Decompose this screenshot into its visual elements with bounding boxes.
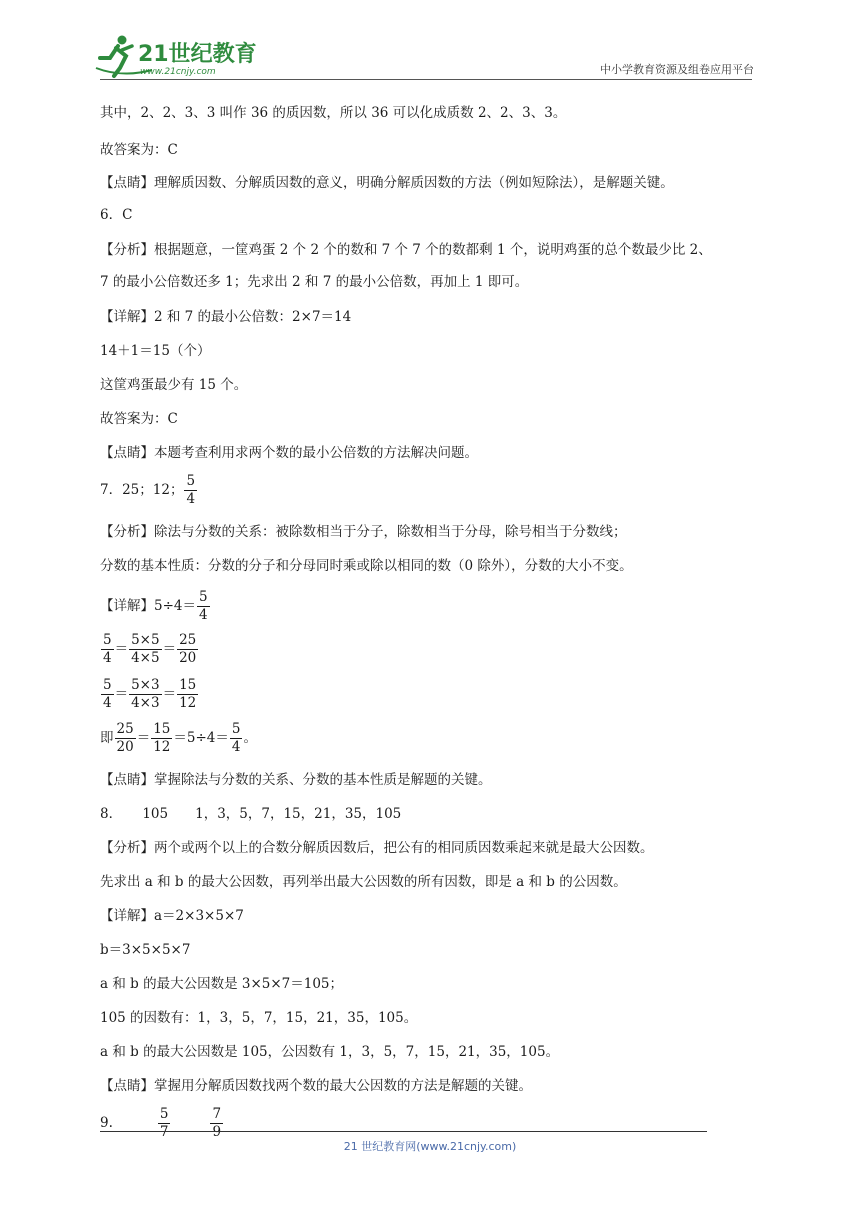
numerator: 7 [212,1106,222,1122]
denominator: 20 [179,650,197,666]
equation-text: 。 [243,730,257,746]
numerator: 25 [179,632,197,648]
text-line: 【分析】根据题意，一筐鸡蛋 2 个 2 个的数和 7 个 7 个的数都剩 1 个，说明鸡蛋的总个数最少比 2、 [100,242,712,258]
equals-sign: ＝ [162,686,177,702]
equals-sign: ＝ [114,641,129,657]
text-line: 其中，2、2、3、3 叫作 36 的质因数，所以 36 可以化成质数 2、2、3、3。 [100,105,567,121]
fraction [184,473,197,508]
equation-line [100,677,199,712]
question-7-answer [100,473,198,508]
answer-prefix: 9. [100,1115,113,1131]
equation-line [100,632,199,667]
denominator: 4×5 [131,650,160,666]
site-logo [92,34,262,80]
text-line: 分数的基本性质：分数的分子和分母同时乘或除以相同的数（0 除外），分数的大小不变。 [100,558,633,574]
equals-sign: ＝ [114,686,129,702]
text-line: 【点睛】理解质因数、分解质因数的意义，明确分解质因数的方法（例如短除法），是解题关键。 [100,175,674,191]
equals-sign: ＝ [162,641,177,657]
denominator: 9 [212,1124,222,1140]
fraction [151,721,172,756]
denominator: 20 [116,739,134,755]
fraction [197,589,210,624]
denominator: 12 [179,695,197,711]
text-line: 【点睛】本题考查利用求两个数的最小公倍数的方法解决问题。 [100,445,478,461]
numerator: 5 [159,1106,169,1122]
text-line: 【详解】a＝2×3×5×7 [100,908,244,924]
text-line: 【点睛】掌握除法与分数的关系、分数的基本性质是解题的关键。 [100,772,492,788]
fraction [101,632,114,667]
question-9-answer [100,1106,224,1141]
equals-sign: ＝ [136,730,151,746]
equation-text: 即 [100,730,114,746]
numerator: 15 [153,721,171,737]
footer-link[interactable]: 21 世纪教育网(www.21cnjy.com) [343,1140,517,1153]
text-line: 故答案为：C [100,142,178,158]
text-line: 这筐鸡蛋最少有 15 个。 [100,377,248,393]
numerator: 15 [179,677,197,693]
numerator: 5 [103,677,112,693]
denominator: 4 [186,491,196,507]
equation-line [100,721,257,756]
numerator: 25 [116,721,134,737]
fraction [158,1106,171,1141]
fraction [129,677,162,712]
denominator: 4 [103,650,112,666]
denominator: 4 [103,695,112,711]
fraction [115,721,136,756]
fraction [129,632,162,667]
text-line: a 和 b 的最大公因数是 3×5×7＝105； [100,976,344,992]
text-line: 7 的最小公倍数还多 1；先求出 2 和 7 的最小公倍数，再加上 1 即可。 [100,274,529,290]
numerator: 5 [186,473,196,489]
text-line: 14＋1＝15（个） [100,343,211,359]
text-line: 【分析】除法与分数的关系：被除数相当于分子，除数相当于分母，除号相当于分数线； [100,524,627,540]
text-line: 105 的因数有：1，3，5，7，15，21，35，105。 [100,1010,418,1026]
equation-text: 【详解】5÷4＝ [100,598,196,614]
question-8-answer: 8． 105 1，3，5，7，15，21，35，105 [100,806,402,822]
fraction [210,1106,223,1141]
fraction [230,721,243,756]
header-divider [100,79,752,80]
footer-divider [100,1131,707,1132]
numerator: 5 [103,632,112,648]
text-line: 【点睛】掌握用分解质因数找两个数的最大公因数的方法是解题的关键。 [100,1078,532,1094]
denominator: 7 [159,1124,169,1140]
numerator: 5×3 [131,677,160,693]
header-platform-text: 中小学教育资源及组卷应用平台 [600,63,754,76]
text-line: 先求出 a 和 b 的最大公因数，再列举出最大公因数的所有因数，即是 a 和 b 的公因数。 [100,874,627,890]
text-line: 【详解】2 和 7 的最小公倍数：2×7＝14 [100,309,352,325]
denominator: 4 [231,739,241,755]
question-6-answer: 6．C [100,207,133,223]
text-line: 故答案为：C [100,411,178,427]
logo-text: 21世纪教育 [138,42,257,67]
numerator: 5×5 [131,632,160,648]
answer-prefix: 7．25；12； [100,482,184,498]
equation-text: ＝5÷4＝ [173,730,229,746]
text-line: b＝3×5×5×7 [100,942,191,958]
logo-url-text: www.21cnjy.com [140,67,216,77]
fraction [177,677,198,712]
denominator: 4 [199,607,208,623]
numerator: 5 [231,721,241,737]
numerator: 5 [199,589,208,605]
fraction [177,632,198,667]
equation-line [100,589,211,624]
text-line: 【分析】两个或两个以上的合数分解质因数后，把公有的相同质因数乘起来就是最大公因数。 [100,840,654,856]
fraction [101,677,114,712]
denominator: 12 [153,739,171,755]
denominator: 4×3 [131,695,160,711]
text-line: a 和 b 的最大公因数是 105，公因数有 1，3，5，7，15，21，35，105。 [100,1044,560,1060]
